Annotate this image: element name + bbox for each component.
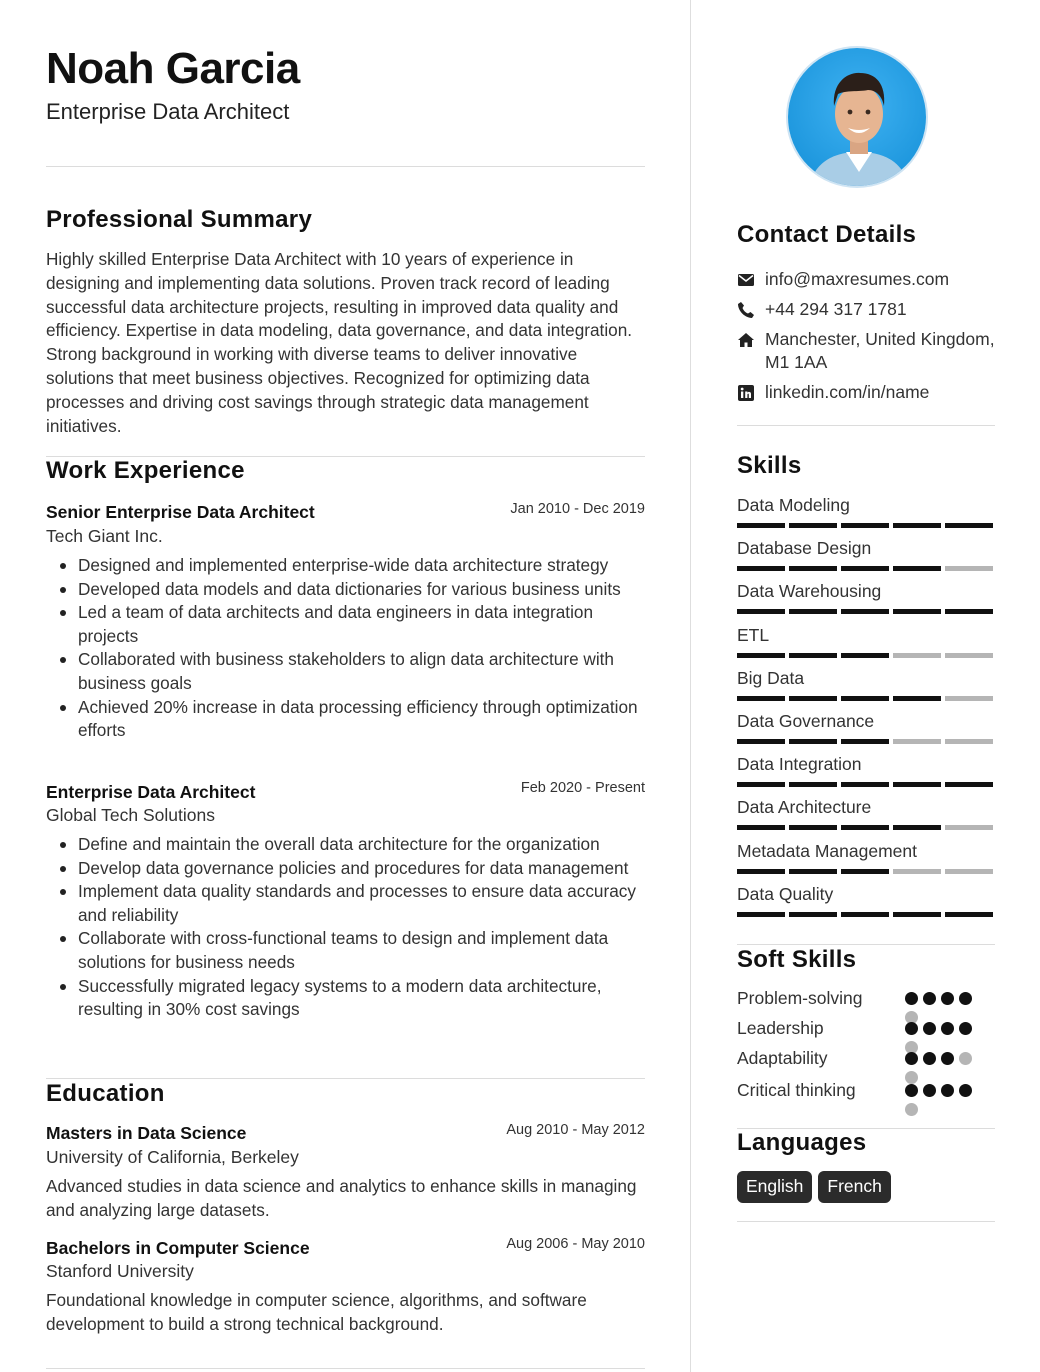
degree-title: Bachelors in Computer Science xyxy=(46,1238,310,1258)
skill-level-segment xyxy=(737,523,785,528)
experience-heading: Work Experience xyxy=(46,457,245,484)
skill-level-segment xyxy=(737,782,785,787)
job-date: Feb 2020 - Present xyxy=(520,780,645,796)
list-item: Designed and implemented enterprise-wide data architecture strategy xyxy=(46,554,645,578)
skill-level-segment xyxy=(789,696,837,701)
skill-level-segment xyxy=(893,912,941,917)
skill-level-segment xyxy=(841,912,889,917)
list-item: Implement data quality standards and processes to ensure data accuracy and reliability xyxy=(46,880,645,927)
skill-level-segment xyxy=(945,825,993,830)
rating-dot xyxy=(959,992,972,1005)
skill-level-segment xyxy=(945,609,993,614)
skill-level-segment xyxy=(841,653,889,658)
skill-level-segment xyxy=(789,739,837,744)
skill-level-segment xyxy=(841,739,889,744)
school-name: University of California, Berkeley xyxy=(46,1147,299,1167)
soft-skill-label: Critical thinking xyxy=(737,1080,856,1100)
skill-label: Metadata Management xyxy=(737,840,917,861)
rating-dot xyxy=(941,1052,954,1065)
soft-skill-label: Problem-solving xyxy=(737,988,863,1008)
skill-level-segment xyxy=(945,739,993,744)
phone-text[interactable]: +44 294 317 1781 xyxy=(765,299,907,319)
skill-label: Database Design xyxy=(737,538,872,559)
rating-dot xyxy=(923,1022,936,1035)
job-bullets xyxy=(46,833,645,1022)
job-company: Tech Giant Inc. xyxy=(46,526,163,546)
skill-label: Data Modeling xyxy=(737,495,850,515)
skill-label: Data Integration xyxy=(737,754,862,775)
skill-level-bar xyxy=(737,696,993,701)
skill-level-segment xyxy=(893,739,941,744)
list-item: Collaborate with cross-functional teams to design and implement data solutions for business needs xyxy=(46,927,645,974)
rating-dot xyxy=(923,1052,936,1065)
skill-level-segment xyxy=(893,869,941,874)
skill-level-bar xyxy=(737,523,993,528)
language-badge: English xyxy=(737,1171,812,1203)
rating-dot xyxy=(905,1052,918,1065)
rating-dot xyxy=(941,992,954,1005)
list-item: Successfully migrated legacy systems to a modern data architecture, resulting in 30% cost savings xyxy=(46,975,645,1022)
skill-level-segment xyxy=(945,782,993,787)
job-bullets xyxy=(46,554,645,743)
skill-level-bar xyxy=(737,739,993,744)
skill-level-segment xyxy=(945,696,993,701)
degree-description: Advanced studies in data science and analytics to enhance skills in managing and analyzing large datasets. xyxy=(46,1176,637,1220)
rating-dot xyxy=(959,1052,972,1065)
skill-level-segment xyxy=(789,912,837,917)
skill-level-segment xyxy=(841,782,889,787)
skill-level-bar xyxy=(737,566,993,571)
soft-skill-rating xyxy=(905,1052,985,1066)
skill-level-segment xyxy=(789,609,837,614)
skill-label: ETL xyxy=(737,624,770,645)
list-item: Led a team of data architects and data engineers in data integration projects xyxy=(46,601,645,648)
skill-level-segment xyxy=(737,566,785,571)
soft-skills-heading: Soft Skills xyxy=(737,946,857,973)
soft-skill-rating xyxy=(905,1022,985,1036)
rating-dot xyxy=(959,1084,972,1097)
skill-level-segment xyxy=(841,869,889,874)
candidate-name: Noah Garcia xyxy=(46,44,300,93)
home-icon xyxy=(737,331,755,349)
skill-level-segment xyxy=(841,609,889,614)
summary-text: Highly skilled Enterprise Data Architect with 10 years of experience in designing and implementing data solutions. Proven track record of leading successful data architecture projects, resulting in improved data quality and efficiency. Expertise in data modeling, data governance, and data integration. Strong background in working with diverse teams to deliver innovative solutions that meet business objectives. Recognized for optimizing data processes and driving cost savings through strategic data management initiatives. xyxy=(46,249,633,436)
skill-level-segment xyxy=(893,696,941,701)
degree-date: Aug 2006 - May 2010 xyxy=(506,1236,645,1252)
soft-skill-rating xyxy=(905,992,985,1006)
rating-dot xyxy=(941,1084,954,1097)
degree-date: Aug 2010 - May 2012 xyxy=(506,1122,645,1138)
rating-dot xyxy=(905,1084,918,1097)
skill-level-segment xyxy=(737,739,785,744)
address-text: Manchester, United Kingdom, M1 1AA xyxy=(765,329,995,372)
list-item: Achieved 20% increase in data processing efficiency through optimization efforts xyxy=(46,696,645,743)
skill-level-segment xyxy=(945,869,993,874)
rating-dot xyxy=(905,1103,918,1116)
skill-level-segment xyxy=(737,653,785,658)
envelope-icon xyxy=(737,271,755,289)
skill-level-segment xyxy=(737,869,785,874)
skill-level-bar xyxy=(737,653,993,658)
contact-heading: Contact Details xyxy=(737,221,917,248)
skill-level-segment xyxy=(893,609,941,614)
rating-dot xyxy=(923,992,936,1005)
language-badge: French xyxy=(818,1171,890,1203)
skill-level-segment xyxy=(893,782,941,787)
languages-list xyxy=(737,1171,891,1203)
skill-level-segment xyxy=(789,825,837,830)
job-date: Jan 2010 - Dec 2019 xyxy=(510,501,645,517)
skill-level-bar xyxy=(737,825,993,830)
skill-level-bar xyxy=(737,912,993,917)
list-item: Developed data models and data dictionaries for various business units xyxy=(46,578,645,602)
soft-skill-rating xyxy=(905,1084,985,1098)
skill-level-segment xyxy=(893,653,941,658)
skill-level-segment xyxy=(737,912,785,917)
skill-label: Data Quality xyxy=(737,883,834,904)
section-divider xyxy=(46,1368,645,1369)
soft-skill-label: Adaptability xyxy=(737,1048,828,1068)
section-divider xyxy=(737,944,995,945)
education-heading: Education xyxy=(46,1080,165,1107)
skill-level-segment xyxy=(841,696,889,701)
skill-level-segment xyxy=(789,566,837,571)
skill-level-segment xyxy=(789,782,837,787)
skill-label: Big Data xyxy=(737,667,805,688)
degree-description: Foundational knowledge in computer science, algorithms, and software development to build a strong technical background. xyxy=(46,1290,587,1334)
skill-level-segment xyxy=(841,825,889,830)
skill-level-segment xyxy=(789,869,837,874)
skill-level-segment xyxy=(893,825,941,830)
skill-level-segment xyxy=(945,523,993,528)
summary-heading: Professional Summary xyxy=(46,206,313,233)
section-divider xyxy=(737,1221,995,1222)
skill-label: Data Architecture xyxy=(737,797,872,818)
skill-level-segment xyxy=(893,566,941,571)
skill-level-segment xyxy=(737,825,785,830)
candidate-title: Enterprise Data Architect xyxy=(46,99,290,124)
list-item: Develop data governance policies and procedures for data management xyxy=(46,857,645,881)
linkedin-text[interactable]: linkedin.com/in/name xyxy=(765,382,930,402)
avatar xyxy=(786,46,928,188)
rating-dot xyxy=(923,1084,936,1097)
soft-skill-label: Leadership xyxy=(737,1018,824,1038)
skill-label: Data Governance xyxy=(737,711,875,731)
header-divider xyxy=(46,166,645,167)
rating-dot xyxy=(905,1022,918,1035)
languages-heading: Languages xyxy=(737,1129,867,1156)
list-item: Collaborated with business stakeholders to align data architecture with business goals xyxy=(46,648,645,695)
job-company: Global Tech Solutions xyxy=(46,805,215,825)
phone-icon xyxy=(737,301,755,319)
skill-level-segment xyxy=(737,696,785,701)
rating-dot xyxy=(905,992,918,1005)
rating-dot xyxy=(959,1022,972,1035)
section-divider xyxy=(46,1078,645,1079)
job-title: Enterprise Data Architect xyxy=(46,782,256,802)
linkedin-icon xyxy=(737,384,755,402)
rating-dot xyxy=(941,1022,954,1035)
job-title: Senior Enterprise Data Architect xyxy=(46,502,315,522)
skill-level-bar xyxy=(737,869,993,874)
skill-level-segment xyxy=(737,609,785,614)
school-name: Stanford University xyxy=(46,1261,194,1281)
skill-label: Data Warehousing xyxy=(737,581,882,602)
list-item: Define and maintain the overall data architecture for the organization xyxy=(46,833,645,857)
skills-heading: Skills xyxy=(737,452,802,479)
skill-level-segment xyxy=(893,523,941,528)
rating-dot xyxy=(905,1071,918,1084)
column-divider xyxy=(690,0,691,1372)
section-divider xyxy=(737,425,995,426)
skill-level-bar xyxy=(737,782,993,787)
skill-level-segment xyxy=(789,523,837,528)
skill-level-bar xyxy=(737,609,993,614)
degree-title: Masters in Data Science xyxy=(46,1123,247,1143)
skill-level-segment xyxy=(945,653,993,658)
skill-level-segment xyxy=(945,566,993,571)
skill-level-segment xyxy=(841,566,889,571)
skill-level-segment xyxy=(945,912,993,917)
email-text[interactable]: info@maxresumes.com xyxy=(765,269,950,289)
skill-level-segment xyxy=(841,523,889,528)
skill-level-segment xyxy=(789,653,837,658)
